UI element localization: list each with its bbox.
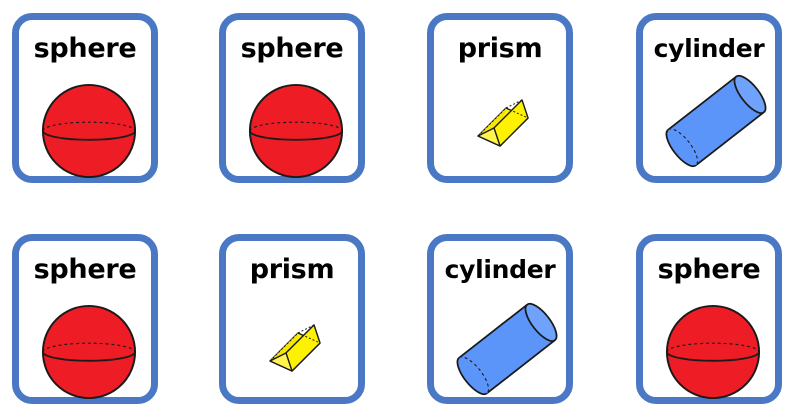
card-label: prism: [249, 254, 335, 285]
card-label: sphere: [33, 33, 137, 64]
shape-card[interactable]: [427, 234, 573, 404]
shape-card[interactable]: [12, 13, 158, 183]
sphere-icon: [664, 303, 762, 401]
card-label: sphere: [33, 254, 137, 285]
shape-card[interactable]: [427, 13, 573, 183]
card-label: cylinder: [653, 34, 765, 63]
sphere-icon: [247, 82, 345, 180]
card-label: prism: [457, 33, 543, 64]
sphere-icon: [40, 303, 138, 401]
shape-card[interactable]: [219, 234, 365, 404]
card-label: sphere: [240, 33, 344, 64]
prism-icon: [470, 96, 536, 152]
card-label: cylinder: [444, 255, 556, 284]
prism-icon: [262, 321, 328, 377]
shape-card[interactable]: [636, 13, 782, 183]
shape-card[interactable]: [636, 234, 782, 404]
shape-card[interactable]: [219, 13, 365, 183]
cylinder-icon: [448, 297, 566, 401]
sphere-icon: [40, 82, 138, 180]
card-label: sphere: [657, 254, 761, 285]
cylinder-icon: [657, 69, 775, 173]
shape-card[interactable]: [12, 234, 158, 404]
